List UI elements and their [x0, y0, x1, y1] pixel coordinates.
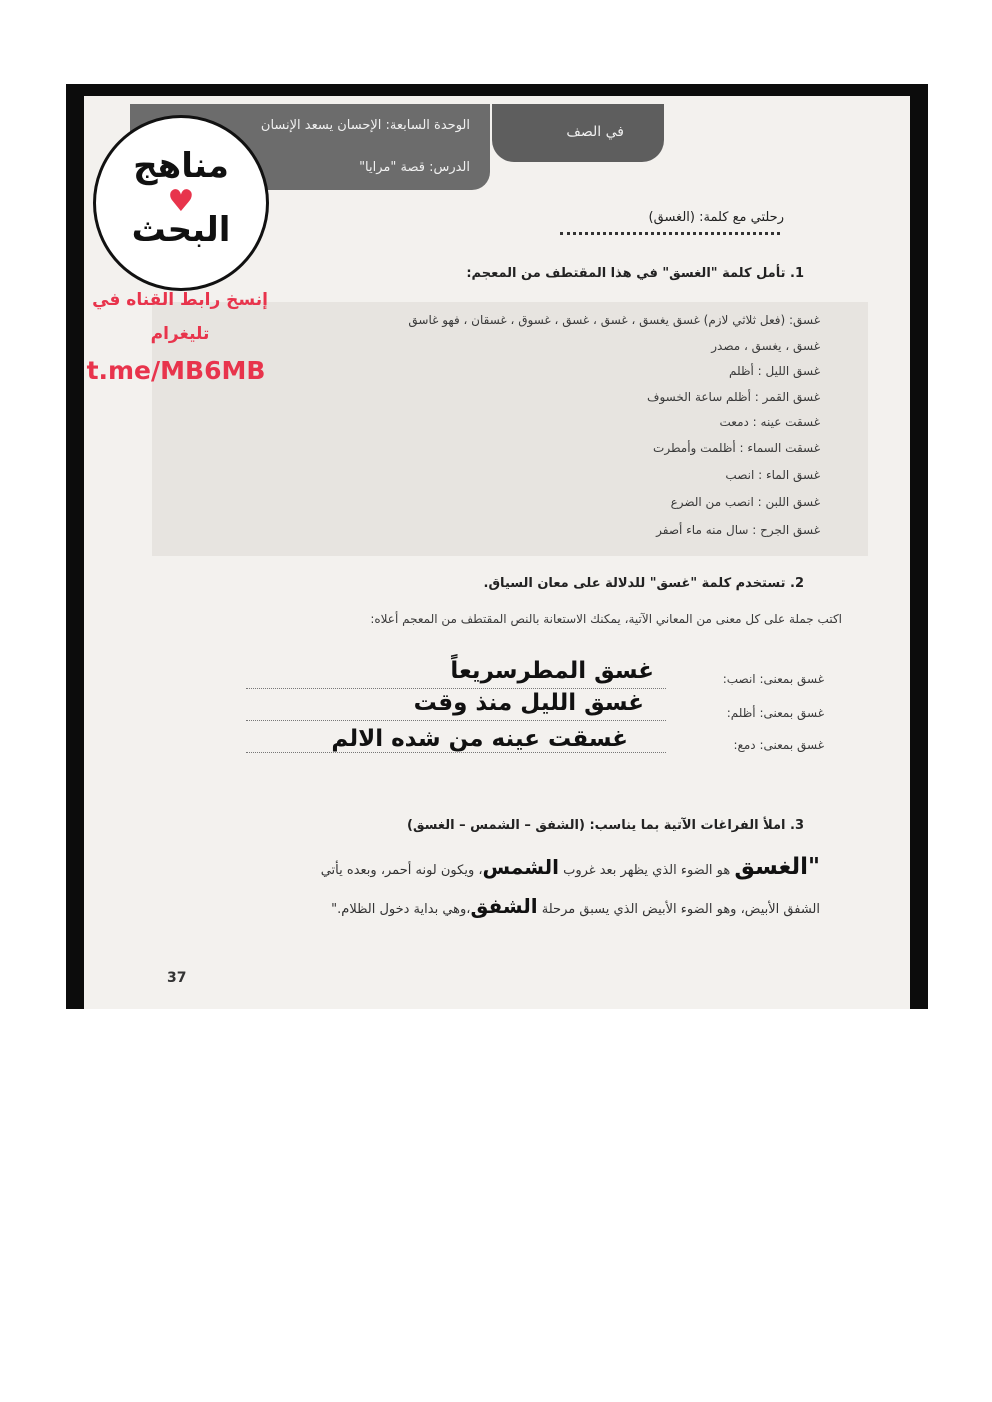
handwritten-answer[interactable]: الغسق [734, 854, 809, 880]
handwritten-answer[interactable]: الشفق [470, 894, 538, 918]
logo-text: البحث [131, 210, 231, 250]
telegram-link[interactable]: t.me/MB6MB [86, 356, 266, 385]
q3-line1 [321, 854, 820, 880]
sentence-text: ،وهي بداية دخول الظلام." [331, 902, 471, 917]
answer-line [246, 720, 666, 721]
page-number: 37 [167, 970, 187, 986]
q2-title: 2. تستخدم كلمة "غسق" للدلالة على معان السياق. [483, 576, 804, 591]
promo-text: إنسخ رابط القناه في [92, 290, 268, 310]
lesson-title: الدرس: قصة "مرايا" [359, 160, 470, 175]
sentence-text: ، ويكون لونه أحمر، وبعده يأتي [320, 863, 483, 878]
dict-line: غسق اللبن : انصب من الضرع [670, 495, 820, 509]
dict-line: غسق الليل : أظلم [729, 364, 820, 378]
dict-line: غسق الماء : انصب [725, 468, 820, 482]
dict-line: غسق: (فعل ثلاثي لازم) غسق يغسق ، غسق ، غسق ، غسوق ، غسقان ، فهو غاسق [408, 313, 820, 327]
unit-title: الوحدة السابعة: الإحسان يسعد الإنسان [260, 118, 470, 133]
dict-line: غسق ، يغسق ، مصدر [711, 339, 820, 353]
dict-line: غسق الجرح : سال منه ماء أصفر [656, 523, 820, 537]
q2-label: غسق بمعنى: انصب: [722, 672, 824, 686]
promo-text: تليغرام [150, 324, 210, 344]
q2-label: غسق بمعنى: أظلم: [726, 706, 824, 720]
handwritten-answer[interactable]: الشمس [482, 855, 559, 879]
logo-text: مناهج [133, 146, 229, 186]
quote-mark: " [808, 854, 820, 880]
sentence-text: الشفق الأبيض، وهو الضوء الأبيض الذي يسبق مرحلة [541, 902, 820, 917]
handwritten-answer[interactable]: غسقت عينه من شده الالم [331, 726, 628, 752]
dict-line: غسقت السماء : أظلمت وأمطرت [653, 441, 820, 455]
handwritten-answer[interactable]: غسق المطرسريعاً [450, 658, 654, 684]
q2-instruction: اكتب جملة على كل معنى من المعاني الآتية، يمكنك الاستعانة بالنص المقتطف من المعجم أعلاه: [370, 612, 842, 626]
intro-heading: رحلتي مع كلمة: (الغسق) [648, 210, 784, 225]
heart-icon: ♥ [167, 184, 195, 219]
channel-logo [93, 115, 269, 291]
answer-line [246, 752, 666, 753]
q3-title: 3. املأ الفراغات الآتية بما يناسب: (الشفق – الشمس – الغسق) [407, 818, 804, 833]
dict-line: غسق القمر : أظلم ساعة الخسوف [647, 390, 820, 404]
dict-line: غسقت عينه : دمعت [719, 415, 820, 429]
class-tab-label: في الصف [566, 124, 624, 140]
answer-line [246, 688, 666, 689]
q1-title: 1. تأمل كلمة "الغسق" في هذا المقتطف من المعجم: [466, 266, 804, 281]
handwritten-answer[interactable]: غسق الليل منذ وقت [413, 690, 644, 716]
q3-line2 [331, 894, 820, 918]
sentence-text: هو الضوء الذي يظهر بعد غروب [563, 863, 731, 878]
q2-label: غسق بمعنى: دمع: [733, 738, 824, 752]
class-tab [492, 104, 664, 162]
dotted-divider [560, 232, 780, 235]
